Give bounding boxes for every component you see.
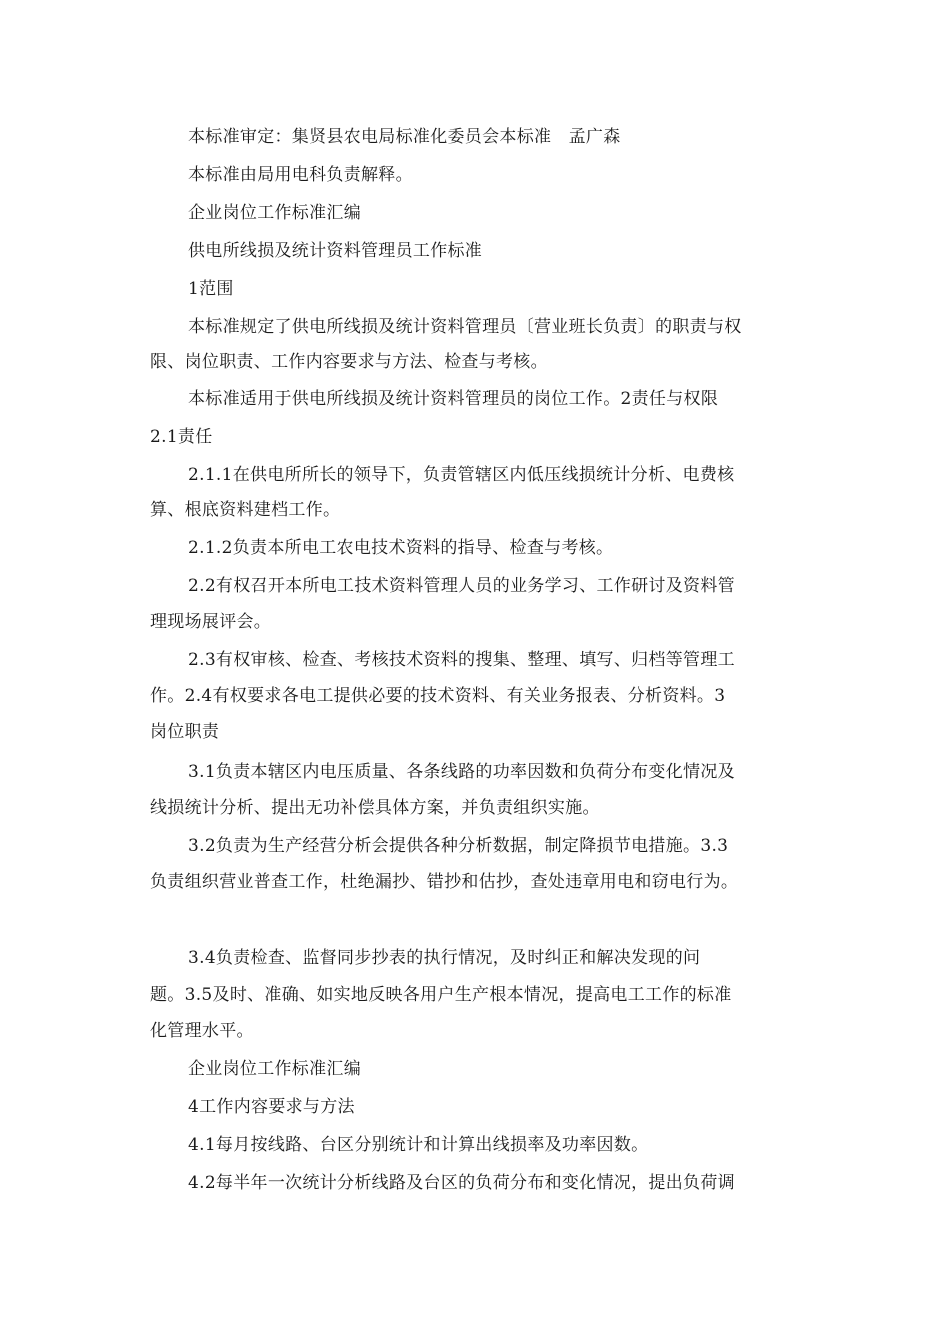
section-heading: 1范围 (188, 279, 234, 299)
text-line: 3.4负责检查、监督同步抄表的执行情况，及时纠正和解决发现的问 (188, 948, 701, 968)
section-heading: 岗位职责 (150, 722, 220, 742)
section-heading: 2.1责任 (150, 427, 213, 447)
text-line: 限、岗位职责、工作内容要求与方法、检查与考核。 (150, 352, 548, 372)
text-line: 2.2有权召开本所电工技术资料管理人员的业务学习、工作研讨及资料管 (188, 576, 735, 596)
text-line: 化管理水平。 (150, 1021, 254, 1041)
text-line: 理现场展评会。 (150, 612, 272, 632)
text-line: 4.1每月按线路、台区分别统计和计算出线损率及功率因数。 (188, 1135, 649, 1155)
text-line: 题。3.5及时、准确、如实地反映各用户生产根本情况，提高电工工作的标准 (150, 985, 732, 1005)
text-line: 负责组织营业普查工作，杜绝漏抄、错抄和估抄，查处违章用电和窃电行为。 (150, 872, 739, 892)
section-heading: 供电所线损及统计资料管理员工作标准 (188, 241, 483, 261)
text-line: 算、根底资料建档工作。 (150, 500, 341, 520)
text-line: 本标准审定：集贤县农电局标准化委员会本标准 孟广森 (188, 127, 621, 147)
text-line: 本标准规定了供电所线损及统计资料管理员〔营业班长负责〕的职责与权 (188, 317, 742, 337)
section-heading: 企业岗位工作标准汇编 (188, 203, 361, 223)
text-line: 3.1负责本辖区内电压质量、各条线路的功率因数和负荷分布变化情况及 (188, 762, 735, 782)
text-line: 2.1.1在供电所所长的领导下，负责管辖区内低压线损统计分析、电费核 (188, 465, 735, 485)
text-line: 线损统计分析、提出无功补偿具体方案，并负责组织实施。 (150, 798, 600, 818)
text-line: 本标准由局用电科负责解释。 (188, 165, 413, 185)
section-heading: 企业岗位工作标准汇编 (188, 1059, 361, 1079)
text-line: 2.3有权审核、检查、考核技术资料的搜集、整理、填写、归档等管理工 (188, 650, 735, 670)
text-line: 2.1.2负责本所电工农电技术资料的指导、检查与考核。 (188, 538, 614, 558)
text-line: 3.2负责为生产经营分析会提供各种分析数据，制定降损节电措施。3.3 (188, 836, 729, 856)
text-line: 本标准适用于供电所线损及统计资料管理员的岗位工作。2责任与权限 (188, 389, 719, 409)
section-heading: 4工作内容要求与方法 (188, 1097, 355, 1117)
text-line: 4.2每半年一次统计分析线路及台区的负荷分布和变化情况，提出负荷调 (188, 1173, 735, 1193)
text-line: 作。2.4有权要求各电工提供必要的技术资料、有关业务报表、分析资料。3 (150, 686, 726, 706)
